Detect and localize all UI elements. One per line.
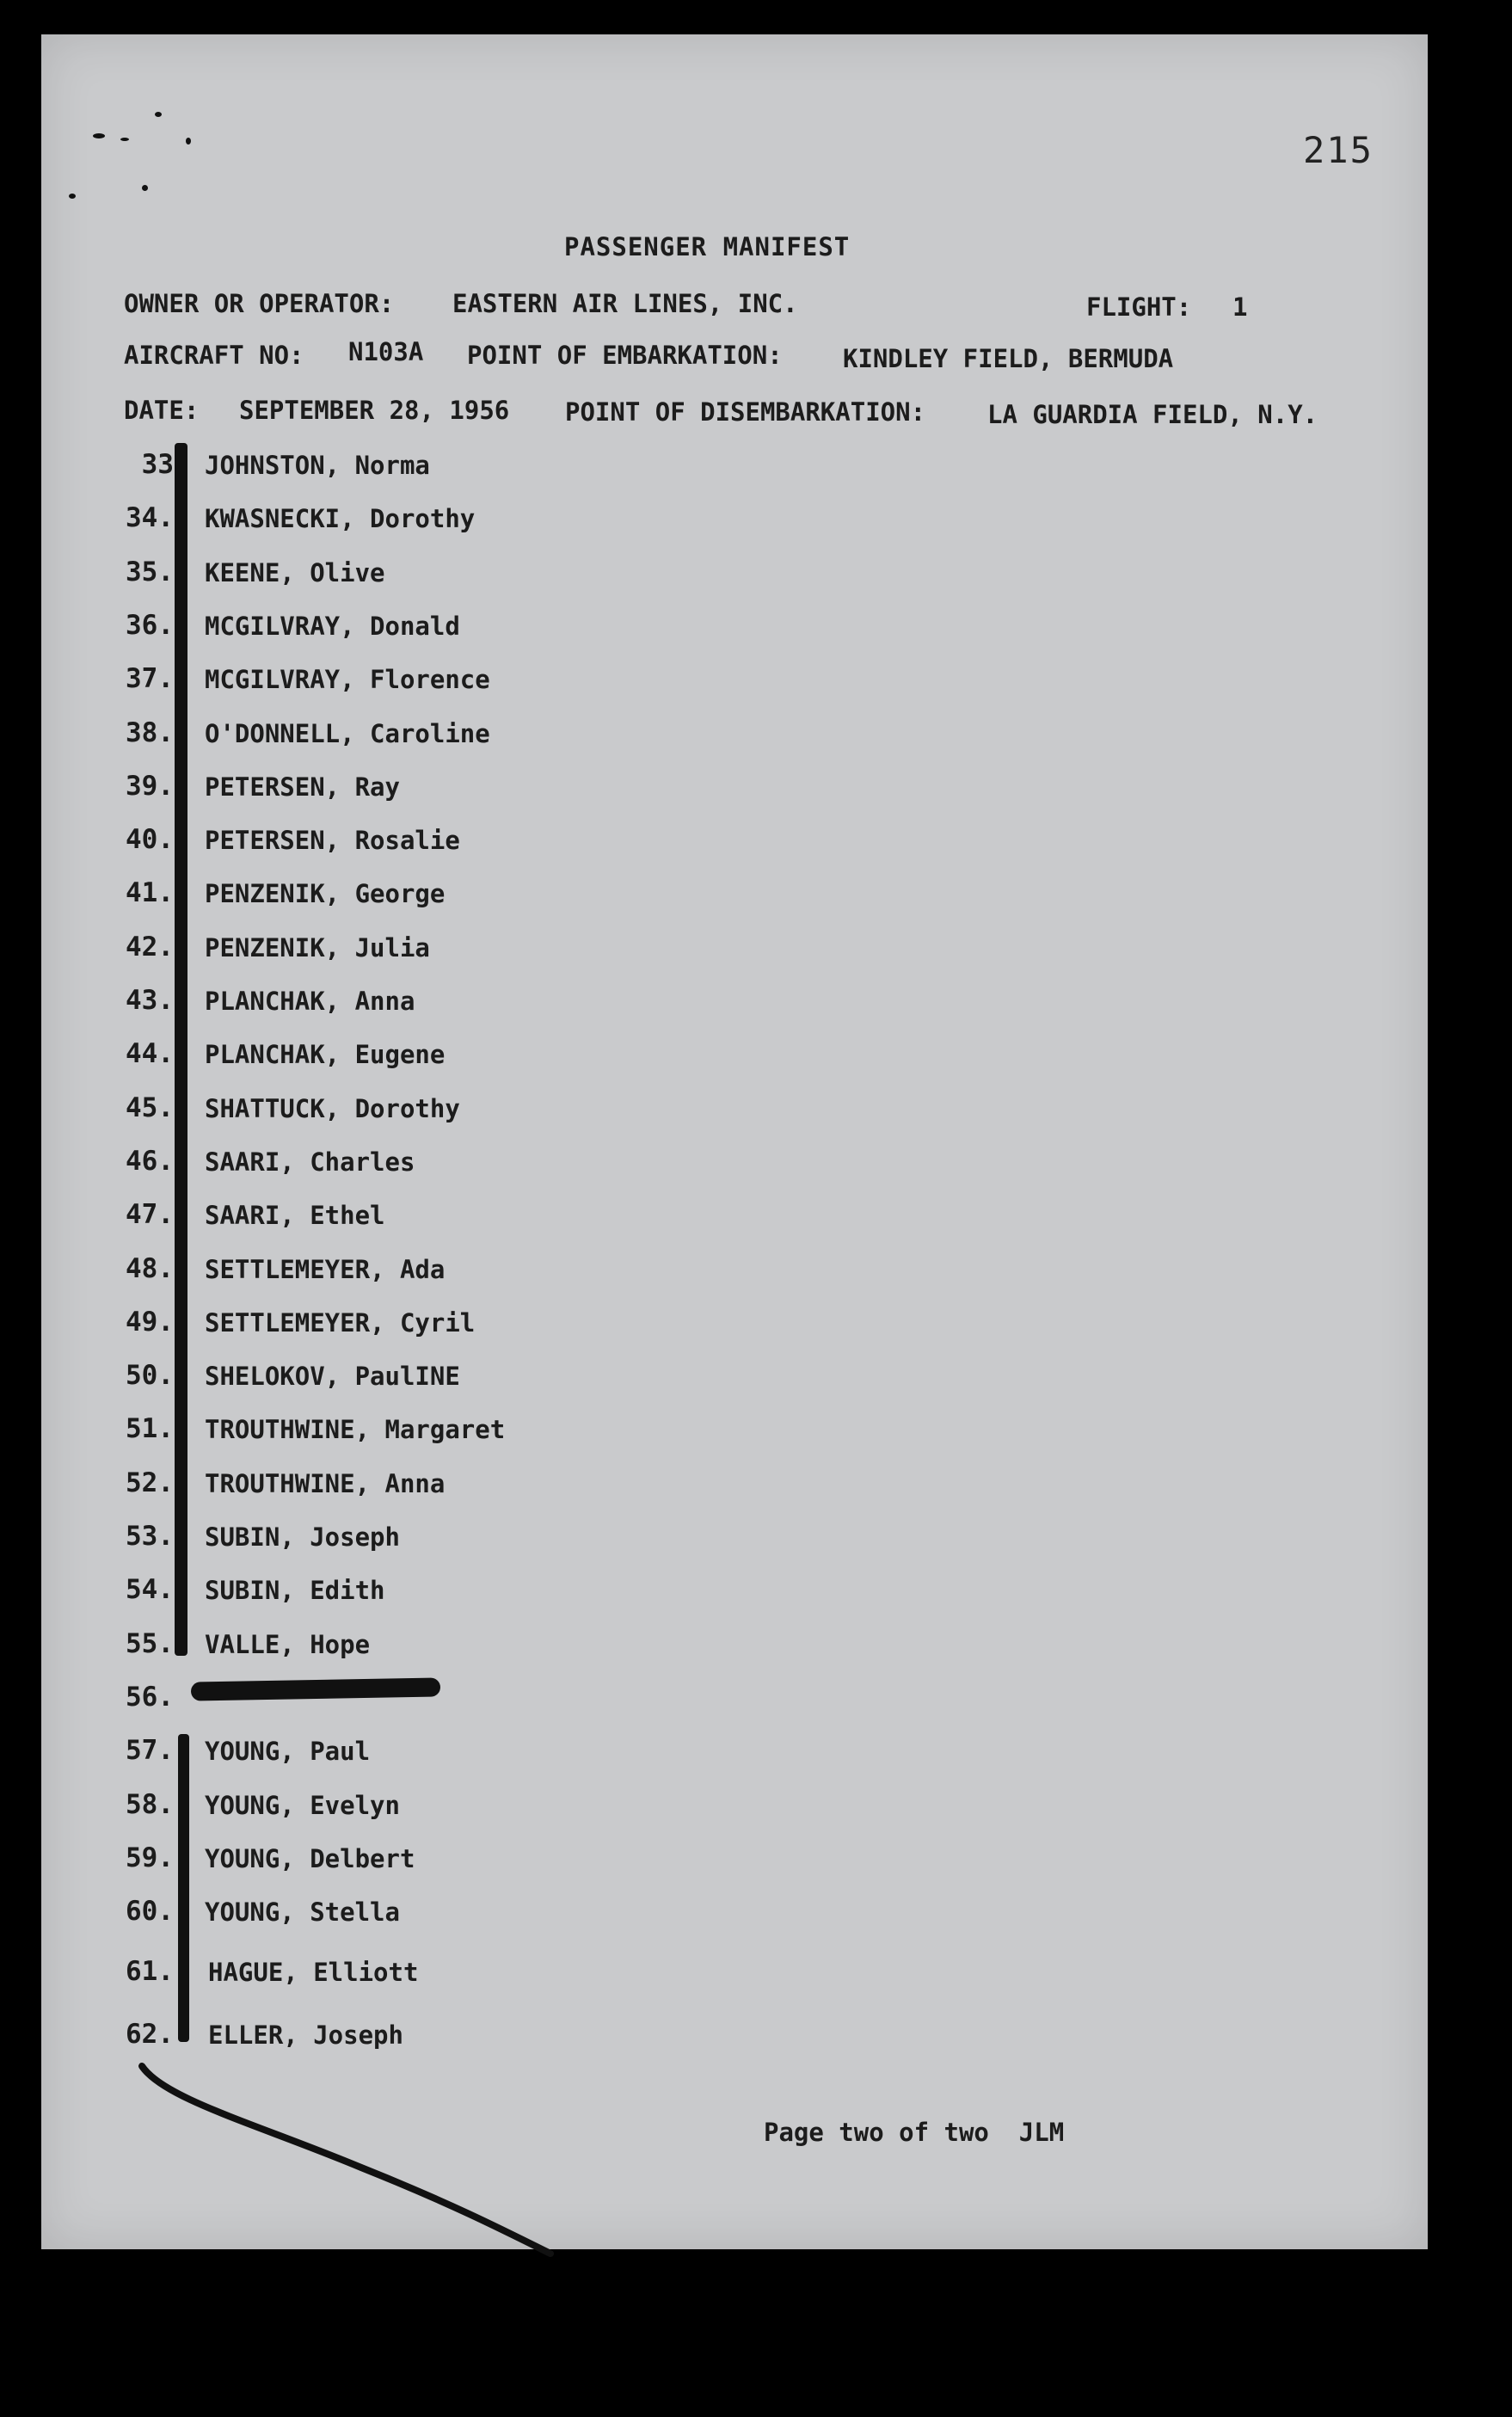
passenger-name: O'DONNELL, Caroline bbox=[205, 718, 490, 748]
passenger-name: PETERSEN, Rosalie bbox=[205, 826, 460, 856]
passenger-name: SUBIN, Edith bbox=[205, 1576, 385, 1606]
passenger-name: VALLE, Hope bbox=[205, 1629, 371, 1659]
passenger-name: SHELOKOV, PaulINE bbox=[205, 1362, 460, 1392]
disembarkation-value: LA GUARDIA FIELD, N.Y. bbox=[987, 400, 1318, 429]
passenger-number: 57. bbox=[126, 1735, 174, 1767]
passenger-number: 60. bbox=[126, 1896, 174, 1928]
passenger-name: SAARI, Charles bbox=[205, 1147, 415, 1177]
passenger-number: 51. bbox=[126, 1413, 174, 1445]
passenger-name: SAARI, Ethel bbox=[205, 1201, 385, 1231]
passenger-number: 54. bbox=[126, 1574, 174, 1606]
disembarkation-label: POINT OF DISEMBARKATION: bbox=[565, 397, 926, 427]
owner-value: EASTERN AIR LINES, INC. bbox=[452, 289, 798, 318]
passenger-name: HAGUE, Elliott bbox=[208, 1958, 419, 1988]
passenger-name: ELLER, Joseph bbox=[208, 2020, 403, 2050]
embarkation-value: KINDLEY FIELD, BERMUDA bbox=[843, 344, 1174, 373]
passenger-name: PENZENIK, George bbox=[205, 879, 446, 909]
passenger-name: MCGILVRAY, Florence bbox=[205, 665, 490, 695]
passenger-number: 45. bbox=[126, 1092, 174, 1123]
passenger-number: 62. bbox=[126, 2018, 174, 2050]
passenger-name: KEENE, Olive bbox=[205, 557, 385, 587]
flight-value: 1 bbox=[1232, 292, 1248, 322]
passenger-name: PENZENIK, Julia bbox=[205, 932, 430, 962]
aircraft-value: N103A bbox=[348, 337, 424, 366]
margin-bracket bbox=[175, 443, 187, 1656]
passenger-name: YOUNG, Stella bbox=[205, 1897, 400, 1928]
ink-speck bbox=[120, 138, 129, 141]
passenger-number: 46. bbox=[126, 1145, 174, 1177]
passenger-name: YOUNG, Delbert bbox=[205, 1843, 415, 1873]
passenger-number: 34. bbox=[126, 502, 174, 534]
ink-speck bbox=[155, 112, 162, 117]
passenger-number: 56. bbox=[126, 1681, 174, 1713]
passenger-number: 44. bbox=[126, 1038, 174, 1070]
embarkation-label: POINT OF EMBARKATION: bbox=[467, 341, 783, 370]
date-label: DATE: bbox=[124, 396, 200, 425]
passenger-number: 49. bbox=[126, 1306, 174, 1338]
passenger-number: 47. bbox=[126, 1199, 174, 1231]
passenger-number: 59. bbox=[126, 1842, 174, 1873]
passenger-number: 61. bbox=[126, 1956, 174, 1988]
margin-bracket bbox=[178, 1734, 189, 2042]
date-value: SEPTEMBER 28, 1956 bbox=[239, 396, 510, 425]
passenger-number: 53. bbox=[126, 1521, 174, 1552]
passenger-number: 33 bbox=[141, 449, 174, 480]
ink-speck bbox=[142, 185, 148, 191]
passenger-name: MCGILVRAY, Donald bbox=[205, 611, 460, 641]
passenger-name: SHATTUCK, Dorothy bbox=[205, 1093, 460, 1123]
passenger-number: 48. bbox=[126, 1252, 174, 1284]
owner-label: OWNER OR OPERATOR: bbox=[124, 289, 395, 318]
passenger-name: PLANCHAK, Anna bbox=[205, 987, 415, 1016]
passenger-number: 42. bbox=[126, 931, 174, 962]
passenger-name: TROUTHWINE, Anna bbox=[205, 1468, 446, 1498]
passenger-number: 36. bbox=[126, 609, 174, 641]
passenger-number: 35. bbox=[126, 556, 174, 587]
ink-speck bbox=[69, 194, 76, 199]
passenger-number: 39. bbox=[126, 770, 174, 802]
passenger-name: SUBIN, Joseph bbox=[205, 1522, 400, 1552]
passenger-number: 43. bbox=[126, 985, 174, 1016]
passenger-number: 58. bbox=[126, 1788, 174, 1820]
ink-speck bbox=[93, 133, 105, 138]
passenger-name: JOHNSTON, Norma bbox=[205, 451, 430, 480]
passenger-number: 41. bbox=[126, 877, 174, 909]
passenger-name: KWASNECKI, Dorothy bbox=[205, 504, 476, 534]
page-footer: Page two of two JLM bbox=[764, 2118, 1065, 2147]
passenger-number: 50. bbox=[126, 1360, 174, 1392]
aircraft-label: AIRCRAFT NO: bbox=[124, 341, 304, 370]
passenger-number: 38. bbox=[126, 716, 174, 748]
passenger-name: PLANCHAK, Eugene bbox=[205, 1040, 446, 1070]
passenger-name: PETERSEN, Ray bbox=[205, 772, 400, 802]
passenger-name: TROUTHWINE, Margaret bbox=[205, 1415, 506, 1445]
ink-speck bbox=[186, 138, 191, 145]
passenger-number: 52. bbox=[126, 1467, 174, 1498]
passenger-number: 37. bbox=[126, 663, 174, 695]
flight-label: FLIGHT: bbox=[1086, 292, 1192, 322]
passenger-number: 55. bbox=[126, 1627, 174, 1659]
passenger-name: SETTLEMEYER, Cyril bbox=[205, 1307, 476, 1338]
passenger-name: SETTLEMEYER, Ada bbox=[205, 1254, 446, 1284]
passenger-name: YOUNG, Evelyn bbox=[205, 1790, 400, 1820]
page-title: PASSENGER MANIFEST bbox=[564, 232, 851, 261]
passenger-name: YOUNG, Paul bbox=[205, 1737, 371, 1767]
passenger-number: 40. bbox=[126, 824, 174, 856]
page-number: 215 bbox=[1303, 129, 1374, 171]
